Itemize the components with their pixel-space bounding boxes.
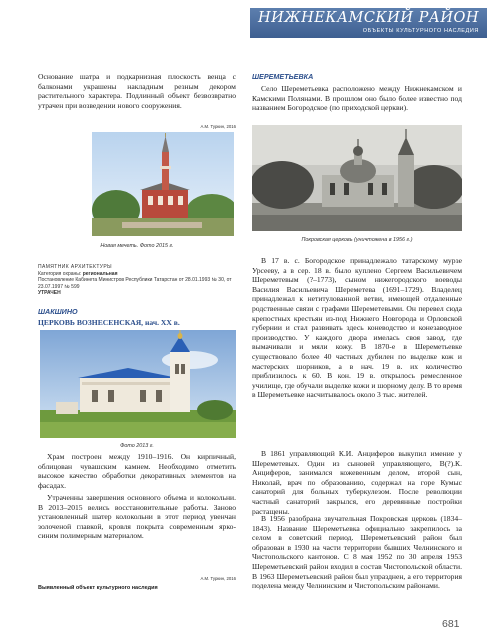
church-heading: ЦЕРКОВЬ ВОЗНЕСЕНСКАЯ, нач. XX в. bbox=[38, 318, 180, 327]
church-photo bbox=[40, 330, 236, 438]
church-photo-image bbox=[40, 330, 236, 438]
intro-paragraph: Основание шатра и подкарнизная плоскость венца с балконами украшены накладным резным декором растительного характера. Подлинный объект безвозвратно утрачен при возведении нового сооружения. bbox=[38, 72, 236, 110]
church-signature: А.М. Туркин, 2016 bbox=[200, 576, 236, 581]
monument-decree: Постановление Кабинета Министров Республики Татарстан от 28.01.1993 № 30, от 23.07.1997 № 599 bbox=[38, 277, 232, 290]
footer-note: Выявленный объект культурного наследия bbox=[38, 585, 158, 591]
monument-info bbox=[38, 264, 236, 297]
section-header bbox=[250, 8, 487, 38]
monument-category-title: ПАМЯТНИК АРХИТЕКТУРЫ bbox=[38, 264, 112, 270]
section-subtitle: ОБЪЕКТЫ КУЛЬТУРНОГО НАСЛЕДИЯ bbox=[362, 28, 479, 34]
page-number: 681 bbox=[442, 618, 460, 630]
church-paragraph-1: Храм построен между 1910–1916. Он кирпичный, облицован чувашским камнем. Необходимо отметить высокое качество обработки декоративных элементов на фасадах. bbox=[38, 452, 236, 490]
pokrovskaya-church-photo bbox=[252, 125, 462, 231]
section-title: НИЖНЕКАМСКИЙ РАЙОН bbox=[258, 10, 479, 26]
sheremetyevka-paragraph-4: В 1956 разобрана звучательная Покровская церковь (1834–1843). Название Шереметьевка официально закрепилось за селом в советский период. Шереметьевский район был образован в 1930 на части территории бывших Челнинского и Чистопольского кантонов. С 8 мая 1952 по 30 апреля 1953 Шереметьевский район входил в состав Чистопольской области. В 1963 Шереметьевский район был упразднен, а его территория поделена между Челнинским и Чистопольским районами. bbox=[252, 514, 462, 591]
mosque-photo bbox=[92, 132, 234, 236]
church-photo-caption: Фото 2013 г. bbox=[120, 443, 154, 449]
sheremetyevka-paragraph-3: В 1861 управляющий К.И. Анциферов выкупил имение у Шереметевых. Один из сыновей управляющего, В(?).К. Анциферов, занимался кожевенным делом, второй сын, Николай, врач по образованию, содержал на горе Кумыс санаторий для больных туберкулезом. После революции частный санаторий закрылся, его деревянные постройки растащены. bbox=[252, 449, 462, 516]
intro-signature: А.М. Туркин, 2016 bbox=[200, 124, 236, 129]
church-paragraph-2: Утраченны завершения основного объема и колокольни. В 2013–2015 велись восстановительные работы. Заново установленный шатер колокольни в этот период увенчан золоченой главкой, кровля покрыта современным ярко-синим полимерным материалом. bbox=[38, 493, 236, 541]
village-heading: ШАКШИНО bbox=[38, 307, 78, 316]
sheremetyevka-paragraph-2: В 17 в. с. Богородское принадлежало татарскому мурзе Урсеевy, а в сер. 18 в. было куплено Сергеем Васильевичем Шереметевым (?–1773), сыном нижегородского воеводы Василия Васильевича Шереметева (1691–1729). Владелец принадлежал к нетитулованной ветви, имеющей отдаленные родственные связи с графами Шереметевыми. Он перевел сюда крепостных крестьян из-под Нижнего Новгорода и Орловской губернии и стал развивать здесь коневодство и конезаводное производство. У каждого двора имелась своя завод, где вымачивали и мяли кожу. В 1870-е в Шереметьевке существовало более 40 частных дубилен по выделке кож и мастерских шорников, а в нач. 19 в. их количество приблизилось к 60. В кон. 19 в. открылось ремесленное училище, где обучали выделке кожи и шорному делу. В то время в Шереметьевке насчитывалось около 3 тыс. жителей. bbox=[252, 256, 462, 400]
pokrovskaya-church-caption: Покровская церковь (уничтожена в 1956 г.) bbox=[301, 237, 413, 243]
sheremetyevka-paragraph-1: Село Шереметьевка расположено между Нижнекамском и Камскими Полянами. В прошлом оно было более известно под названием Богородское (по приходской церкви). bbox=[252, 84, 462, 113]
monument-protection-category: Категория охраны: региональная bbox=[38, 270, 118, 277]
mosque-photo-caption: Новая мечеть. Фото 2015 г. bbox=[100, 243, 174, 249]
sheremetyevka-heading: ШЕРЕМЕТЬЕВКА bbox=[252, 72, 314, 81]
pokrovskaya-church-image bbox=[252, 125, 462, 231]
mosque-photo-image bbox=[92, 132, 234, 236]
monument-status: УТРАЧЕН bbox=[38, 290, 61, 297]
